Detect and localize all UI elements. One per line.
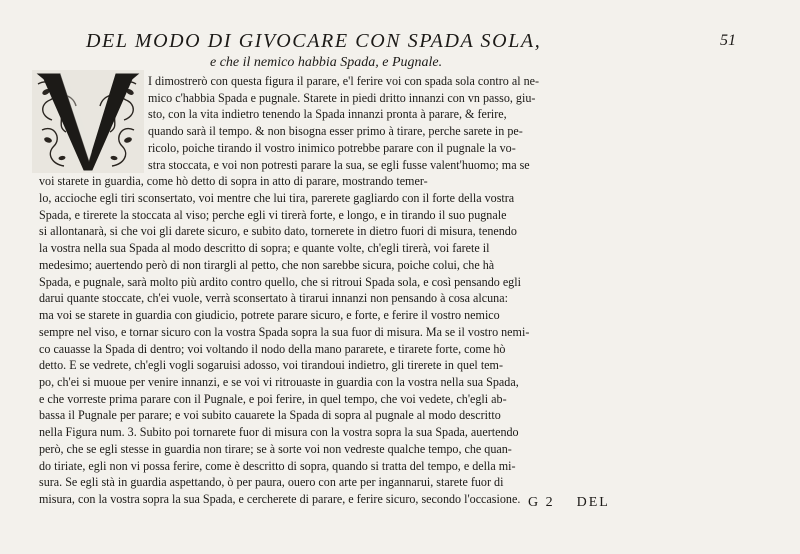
text-line: nella Figura num. 3. Subito poi tornarete fuor di misura con la vostra sopra la sua Spada, auertendo [39,425,519,439]
text-line: si allontanarà, si che voi gli darete sicuro, e subito dato, tornerete in dietro fuori di misura, tenendo [39,224,517,238]
text-line: po, ch'ei si muoue per venire innanzi, e se voi vi ritrouaste in guardia con la vostra nella sua Spada, [39,375,519,389]
text-line: darui quante stoccate, ch'ei vuole, verrà sconsertato à tirarui innanzi non pensando à cosa alcuna: [39,291,508,305]
page-footer [528,495,610,511]
ornament-foliage-icon [32,70,144,173]
signature-mark: G 2 [528,495,555,510]
page-number: 51 [720,32,736,49]
text-line: do tiriate, egli non vi possa ferire, come è descritto di sopra, quando si tratta del tempo, e della mi- [39,459,516,473]
decorated-initial-v [32,70,144,173]
text-line: la vostra nella sua Spada al modo descritto di sopra; e quante volte, ch'egli tirerà, voi farete il [39,241,490,255]
text-line: co cauasse la Spada di dentro; voi voltando il nodo della mano pararete, e tirarete forte, come hò [39,342,506,356]
text-line: voi starete in guardia, come hò detto di sopra in atto di parare, mostrando temer- [39,174,428,188]
text-line: misura, con la vostra sopra la sua Spada, e cercherete di parare, e ferire sicuro, secondo l'occasione. [39,492,521,506]
text-line: sempre nel viso, e tornar sicuro con la vostra Spada sopra la sua fuor di misura. Ma se il vostro nemi- [39,325,530,339]
text-line: però, che se egli stesse in guardia non tirare; se à sorte voi non vedreste qualche tempo, che quan- [39,442,512,456]
text-line: sura. Se egli stà in guardia aspettando, ò per paura, ouero con arte per ingannarui, starete fuor di [39,475,504,489]
text-line: medesimo; auertendo però di non tirargli al petto, che non sarebbe sicura, poiche colui, che hà [39,258,495,272]
running-title: DEL MODO DI GIVOCARE CON SPADA SOLA, [86,30,542,52]
text-line: sto, con la vita indietro tenendo la Spada innanzi pronta à parare, & ferire, [148,107,507,121]
catchword: DEL [576,495,610,510]
text-line: I dimostrerò con questa figura il parare, e'l ferire voi con spada sola contro al ne- [148,74,540,88]
text-line: ricolo, poiche tirando il vostro inimico potrebbe parare con il pugnale la vo- [148,141,516,155]
text-line: Spada, e pugnale, sarà molto più ardito contro quello, che si ritroui Spada sola, e così pensando egli [39,275,521,289]
text-line: lo, accioche egli tiri sconsertato, voi mentre che lui tira, parerete gagliardo con il forte della vostra [39,191,515,205]
text-line: bassa il Pugnale per parare; e voi subito cauarete la Spada di sopra al pugnale al modo descritto [39,408,501,422]
text-line: Spada, e tirerete la stoccata al viso; perche egli vi tirerà forte, e longo, e in tirando il suo pugnale [39,208,507,222]
text-line: e che vorreste prima parare con il Pugnale, e poi ferire, in quel tempo, che voi vedete, ch'egli ab- [39,392,507,406]
text-line: ma voi se starete in guardia con giudicio, potrete parare sicuro, e forte, e ferire il vostro nemico [39,308,500,322]
chapter-subtitle: e che il nemico habbia Spada, e Pugnale. [210,55,443,70]
text-line: stra stoccata, e voi non potresti parare la sua, se egli fusse valent'huomo; ma se [148,158,530,172]
text-line: quando sarà il tempo. & non bisogna esser primo à tirare, perche sarete in pe- [148,124,523,138]
text-line: mico c'habbia Spada e pugnale. Starete in piedi dritto innanzi con vn passo, giu- [148,91,536,105]
text-line: detto. E se vedrete, ch'egli vogli sogaruisi adosso, voi tirandoui indietro, gli tirerete in quel tem- [39,358,503,372]
